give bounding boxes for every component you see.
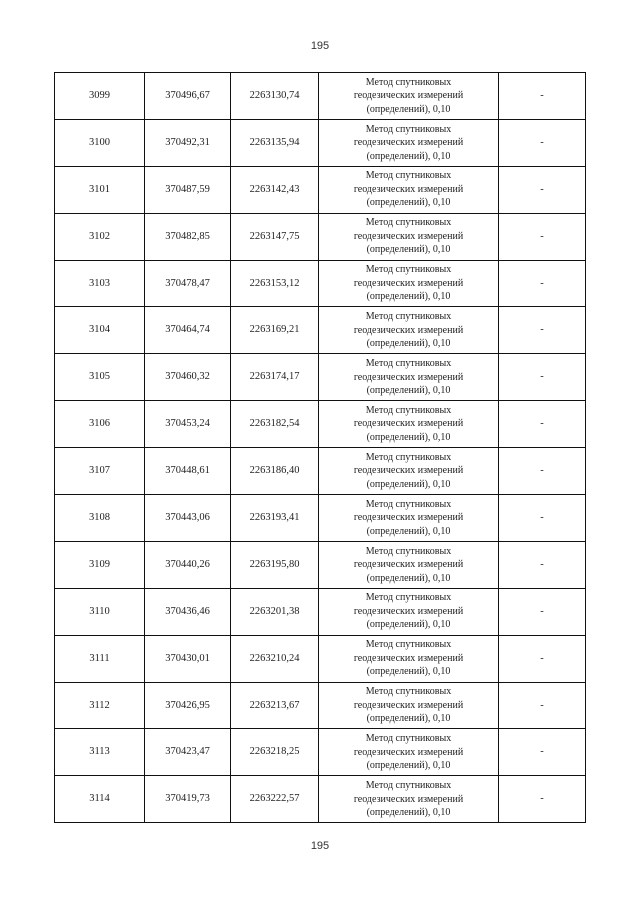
point-id-cell: 3104 [55, 307, 145, 354]
table-row [55, 541, 586, 588]
point-id-cell: 3108 [55, 495, 145, 542]
note-cell: - [499, 260, 586, 307]
table-row [55, 495, 586, 542]
note-cell: - [499, 213, 586, 260]
method-line: (определений), 0,10 [366, 760, 451, 772]
method-cell [319, 354, 499, 401]
method-line: (определений), 0,10 [366, 572, 451, 584]
note-cell: - [499, 588, 586, 635]
method-line: Метод спутниковых [365, 264, 452, 276]
x-coordinate-cell: 370478,47 [145, 260, 231, 307]
y-coordinate-cell: 2263153,12 [231, 260, 319, 307]
note-cell: - [499, 354, 586, 401]
method-line: Метод спутниковых [365, 545, 452, 557]
y-coordinate-cell: 2263142,43 [231, 166, 319, 213]
method-line: геодезических измерений [353, 90, 464, 102]
method-line: Метод спутниковых [365, 498, 452, 510]
y-coordinate-cell: 2263210,24 [231, 635, 319, 682]
method-line: геодезических измерений [353, 559, 464, 571]
point-id-cell: 3113 [55, 729, 145, 776]
method-line: геодезических измерений [353, 137, 464, 149]
table-row [55, 354, 586, 401]
y-coordinate-cell: 2263135,94 [231, 119, 319, 166]
method-cell [319, 260, 499, 307]
point-id-cell: 3111 [55, 635, 145, 682]
method-line: Метод спутниковых [365, 76, 452, 88]
method-cell [319, 495, 499, 542]
method-cell [319, 401, 499, 448]
y-coordinate-cell: 2263130,74 [231, 73, 319, 120]
method-line: (определений), 0,10 [366, 525, 451, 537]
note-cell: - [499, 401, 586, 448]
method-line: геодезических измерений [353, 746, 464, 758]
note-cell: - [499, 682, 586, 729]
method-line: (определений), 0,10 [366, 478, 451, 490]
x-coordinate-cell: 370487,59 [145, 166, 231, 213]
table-row [55, 682, 586, 729]
method-line: (определений), 0,10 [366, 291, 451, 303]
note-cell: - [499, 448, 586, 495]
note-cell: - [499, 495, 586, 542]
table-row [55, 166, 586, 213]
x-coordinate-cell: 370496,67 [145, 73, 231, 120]
method-line: геодезических измерений [353, 371, 464, 383]
table-body [55, 73, 586, 823]
point-id-cell: 3109 [55, 541, 145, 588]
x-coordinate-cell: 370423,47 [145, 729, 231, 776]
method-line: геодезических измерений [353, 277, 464, 289]
y-coordinate-cell: 2263222,57 [231, 776, 319, 823]
method-line: (определений), 0,10 [366, 807, 451, 819]
method-line: геодезических измерений [353, 652, 464, 664]
method-cell [319, 448, 499, 495]
method-line: геодезических измерений [353, 324, 464, 336]
method-line: Метод спутниковых [365, 639, 452, 651]
point-id-cell: 3099 [55, 73, 145, 120]
y-coordinate-cell: 2263193,41 [231, 495, 319, 542]
point-id-cell: 3114 [55, 776, 145, 823]
point-id-cell: 3102 [55, 213, 145, 260]
method-cell [319, 307, 499, 354]
x-coordinate-cell: 370426,95 [145, 682, 231, 729]
method-line: (определений), 0,10 [366, 244, 451, 256]
table-row [55, 73, 586, 120]
note-cell: - [499, 635, 586, 682]
method-cell [319, 119, 499, 166]
table-row [55, 213, 586, 260]
x-coordinate-cell: 370464,74 [145, 307, 231, 354]
table-row [55, 307, 586, 354]
method-line: Метод спутниковых [365, 451, 452, 463]
x-coordinate-cell: 370430,01 [145, 635, 231, 682]
note-cell: - [499, 729, 586, 776]
method-cell [319, 73, 499, 120]
note-cell: - [499, 119, 586, 166]
method-line: геодезических измерений [353, 183, 464, 195]
method-cell [319, 635, 499, 682]
method-line: (определений), 0,10 [366, 150, 451, 162]
x-coordinate-cell: 370448,61 [145, 448, 231, 495]
method-line: Метод спутниковых [365, 217, 452, 229]
y-coordinate-cell: 2263218,25 [231, 729, 319, 776]
x-coordinate-cell: 370440,26 [145, 541, 231, 588]
method-line: геодезических измерений [353, 605, 464, 617]
y-coordinate-cell: 2263147,75 [231, 213, 319, 260]
point-id-cell: 3103 [55, 260, 145, 307]
page-number-top: 195 [310, 40, 330, 52]
coordinates-table [54, 72, 586, 823]
point-id-cell: 3105 [55, 354, 145, 401]
note-cell: - [499, 541, 586, 588]
x-coordinate-cell: 370482,85 [145, 213, 231, 260]
table-row [55, 635, 586, 682]
y-coordinate-cell: 2263213,67 [231, 682, 319, 729]
y-coordinate-cell: 2263169,21 [231, 307, 319, 354]
method-line: (определений), 0,10 [366, 197, 451, 209]
method-cell [319, 682, 499, 729]
method-line: (определений), 0,10 [366, 619, 451, 631]
table-row [55, 776, 586, 823]
point-id-cell: 3100 [55, 119, 145, 166]
y-coordinate-cell: 2263174,17 [231, 354, 319, 401]
method-line: геодезических измерений [353, 699, 464, 711]
method-line: геодезических измерений [353, 230, 464, 242]
method-line: геодезических измерений [353, 465, 464, 477]
method-line: геодезических измерений [353, 418, 464, 430]
x-coordinate-cell: 370492,31 [145, 119, 231, 166]
point-id-cell: 3107 [55, 448, 145, 495]
method-line: Метод спутниковых [365, 311, 452, 323]
y-coordinate-cell: 2263201,38 [231, 588, 319, 635]
table-row [55, 401, 586, 448]
method-cell [319, 588, 499, 635]
note-cell: - [499, 166, 586, 213]
method-line: (определений), 0,10 [366, 431, 451, 443]
note-cell: - [499, 776, 586, 823]
method-cell [319, 729, 499, 776]
table-row [55, 729, 586, 776]
table-row [55, 448, 586, 495]
method-line: геодезических измерений [353, 793, 464, 805]
note-cell: - [499, 307, 586, 354]
method-line: Метод спутниковых [365, 170, 452, 182]
method-cell [319, 213, 499, 260]
x-coordinate-cell: 370453,24 [145, 401, 231, 448]
point-id-cell: 3101 [55, 166, 145, 213]
method-cell [319, 166, 499, 213]
x-coordinate-cell: 370436,46 [145, 588, 231, 635]
x-coordinate-cell: 370460,32 [145, 354, 231, 401]
note-cell: - [499, 73, 586, 120]
table-row [55, 119, 586, 166]
y-coordinate-cell: 2263186,40 [231, 448, 319, 495]
table-row [55, 588, 586, 635]
method-cell [319, 541, 499, 588]
point-id-cell: 3112 [55, 682, 145, 729]
method-line: (определений), 0,10 [366, 103, 451, 115]
method-line: (определений), 0,10 [366, 666, 451, 678]
method-line: Метод спутниковых [365, 686, 452, 698]
method-line: Метод спутниковых [365, 592, 452, 604]
method-line: Метод спутниковых [365, 123, 452, 135]
method-line: (определений), 0,10 [366, 385, 451, 397]
method-line: (определений), 0,10 [366, 713, 451, 725]
point-id-cell: 3110 [55, 588, 145, 635]
method-line: Метод спутниковых [365, 358, 452, 370]
y-coordinate-cell: 2263195,80 [231, 541, 319, 588]
method-line: Метод спутниковых [365, 733, 452, 745]
x-coordinate-cell: 370443,06 [145, 495, 231, 542]
point-id-cell: 3106 [55, 401, 145, 448]
y-coordinate-cell: 2263182,54 [231, 401, 319, 448]
method-line: (определений), 0,10 [366, 338, 451, 350]
table-row [55, 260, 586, 307]
method-line: Метод спутниковых [365, 780, 452, 792]
x-coordinate-cell: 370419,73 [145, 776, 231, 823]
method-line: геодезических измерений [353, 512, 464, 524]
method-cell [319, 776, 499, 823]
page-number-bottom: 195 [310, 840, 330, 852]
method-line: Метод спутниковых [365, 404, 452, 416]
